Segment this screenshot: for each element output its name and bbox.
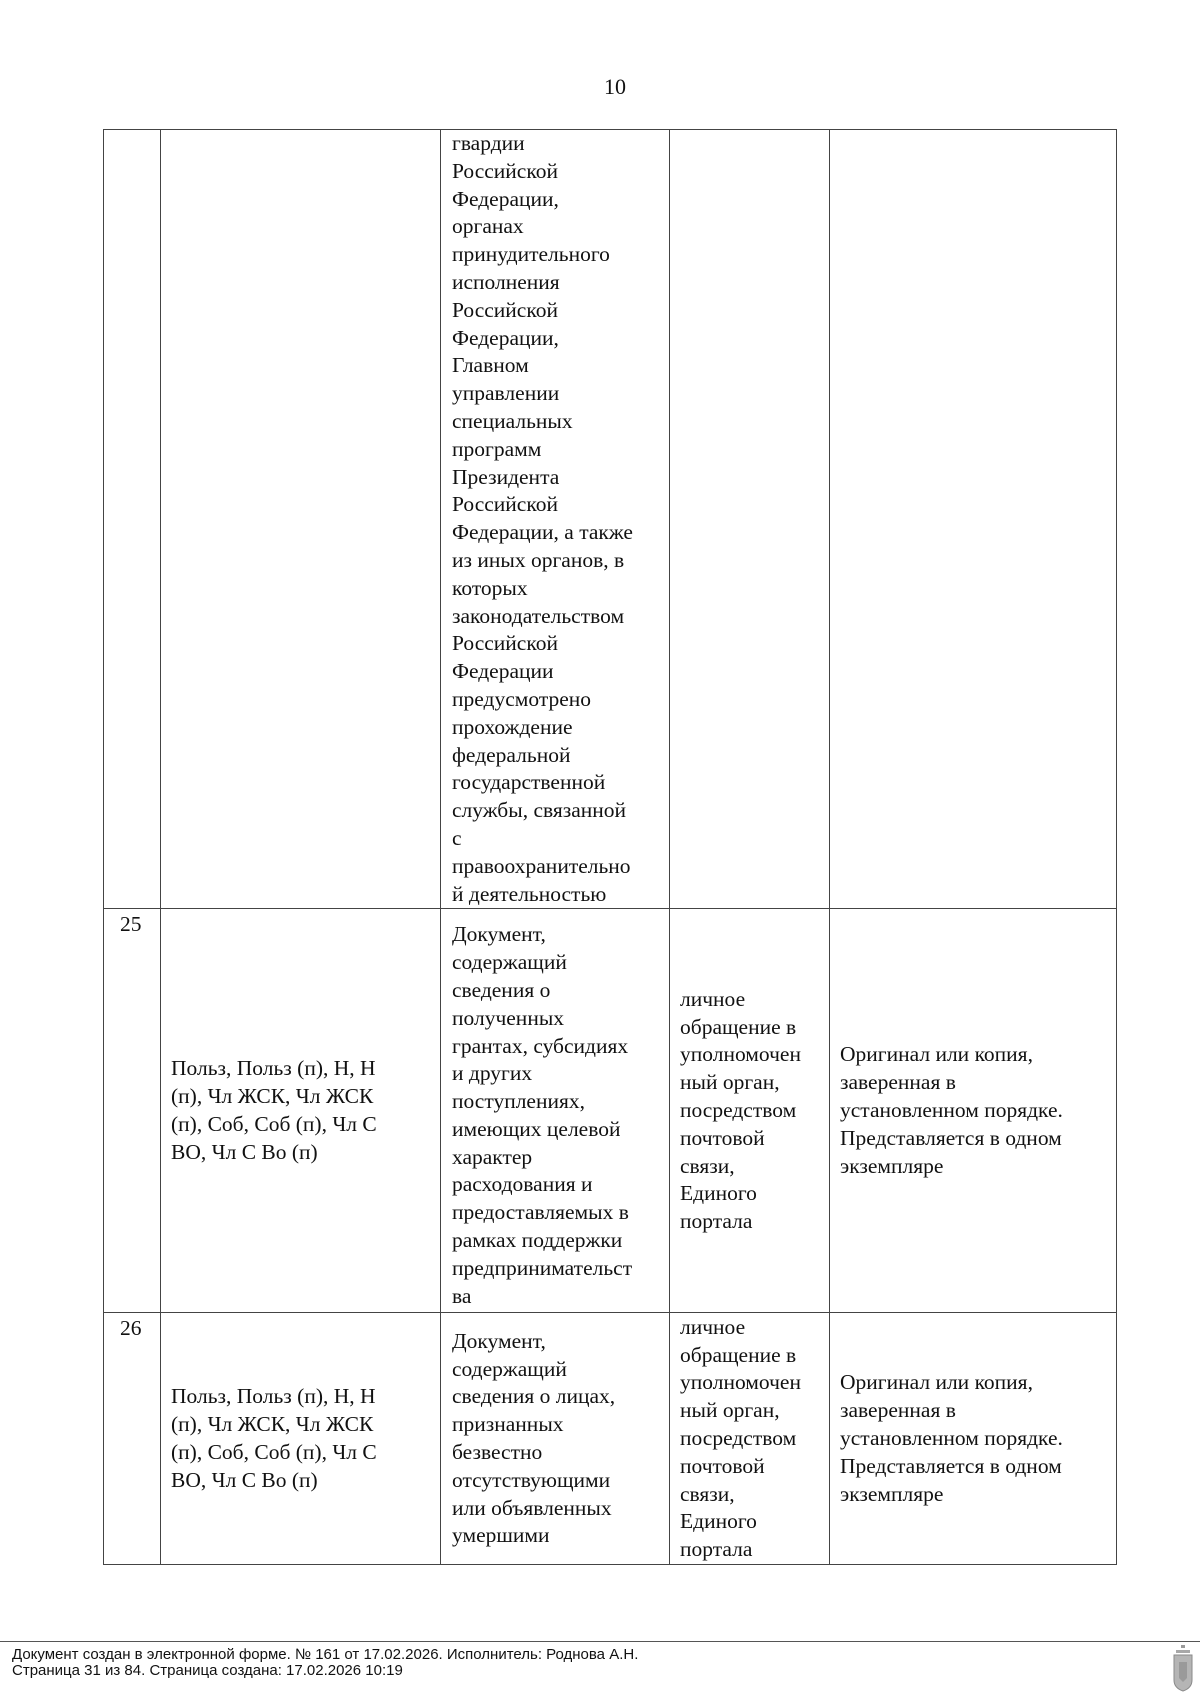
- document-name-cell: [441, 909, 670, 1313]
- document-name-cell: [441, 130, 670, 909]
- submission-method: личное обращение в уполномочен ный орган, посредством почтовой связи, Единого портала: [680, 1314, 801, 1562]
- submission-method-cell: [670, 130, 830, 909]
- document-footer: [12, 1647, 638, 1679]
- applicant-category: Польз, Польз (п), Н, Н (п), Чл ЖСК, Чл ЖСК (п), Соб, Соб (п), Чл С ВО, Чл С Во (п): [171, 1384, 377, 1492]
- table-row: [104, 130, 1117, 909]
- row-number-cell: [104, 130, 161, 909]
- applicant-category-cell: [161, 130, 441, 909]
- submission-method: личное обращение в уполномочен ный орган, посредством почтовой связи, Единого портала: [680, 986, 801, 1234]
- table-row: [104, 1313, 1117, 1565]
- documents-table: [103, 129, 1117, 1565]
- document-form-cell: [830, 130, 1117, 909]
- footer-page-info: Страница 31 из 84. Страница создана: 17.02.2026 10:19: [12, 1662, 403, 1679]
- footer-divider: [0, 1641, 1200, 1642]
- document-name-cell: [441, 1313, 670, 1565]
- page-number: 10: [604, 74, 626, 99]
- document-form-cell: [830, 909, 1117, 1313]
- applicant-category-cell: [161, 909, 441, 1313]
- document-form: Оригинал или копия, заверенная в установленном порядке. Представляется в одном экземпляре: [840, 1042, 1063, 1178]
- submission-method-cell: [670, 909, 830, 1313]
- row-number: 25: [120, 912, 142, 937]
- row-number-cell: [104, 909, 161, 1313]
- row-number: 26: [120, 1316, 142, 1341]
- applicant-category: Польз, Польз (п), Н, Н (п), Чл ЖСК, Чл ЖСК (п), Соб, Соб (п), Чл С ВО, Чл С Во (п): [171, 1056, 377, 1164]
- document-name: Документ, содержащий сведения о полученных грантах, субсидиях и других поступлениях, имеющих целевой характер расходования и предоставляемых в рамках поддержки предпринимательст ва: [452, 922, 633, 1308]
- footer-document-info: Документ создан в электронной форме. № 161 от 17.02.2026. Исполнитель: Роднова А.Н.: [12, 1646, 639, 1663]
- document-form-cell: [830, 1313, 1117, 1565]
- applicant-category-cell: [161, 1313, 441, 1565]
- document-form: Оригинал или копия, заверенная в установленном порядке. Представляется в одном экземпляре: [840, 1370, 1063, 1506]
- submission-method-cell: [670, 1313, 830, 1565]
- document-name: Документ, содержащий сведения о лицах, признанных безвестно отсутствующими или объявленных умершими: [452, 1328, 616, 1548]
- document-name: гвардии Российской Федерации, органах принудительного исполнения Российской Федерации, Главном управлении специальных программ Президента Российской Федерации, а также из иных органов, в которых законодательством Российской Федерации предусмотрено прохождение федеральной государственной службы, связанной с правоохранительно й деятельностью: [452, 131, 633, 906]
- coat-of-arms-icon: [1172, 1644, 1194, 1692]
- row-number-cell: [104, 1313, 161, 1565]
- table-row: [104, 909, 1117, 1313]
